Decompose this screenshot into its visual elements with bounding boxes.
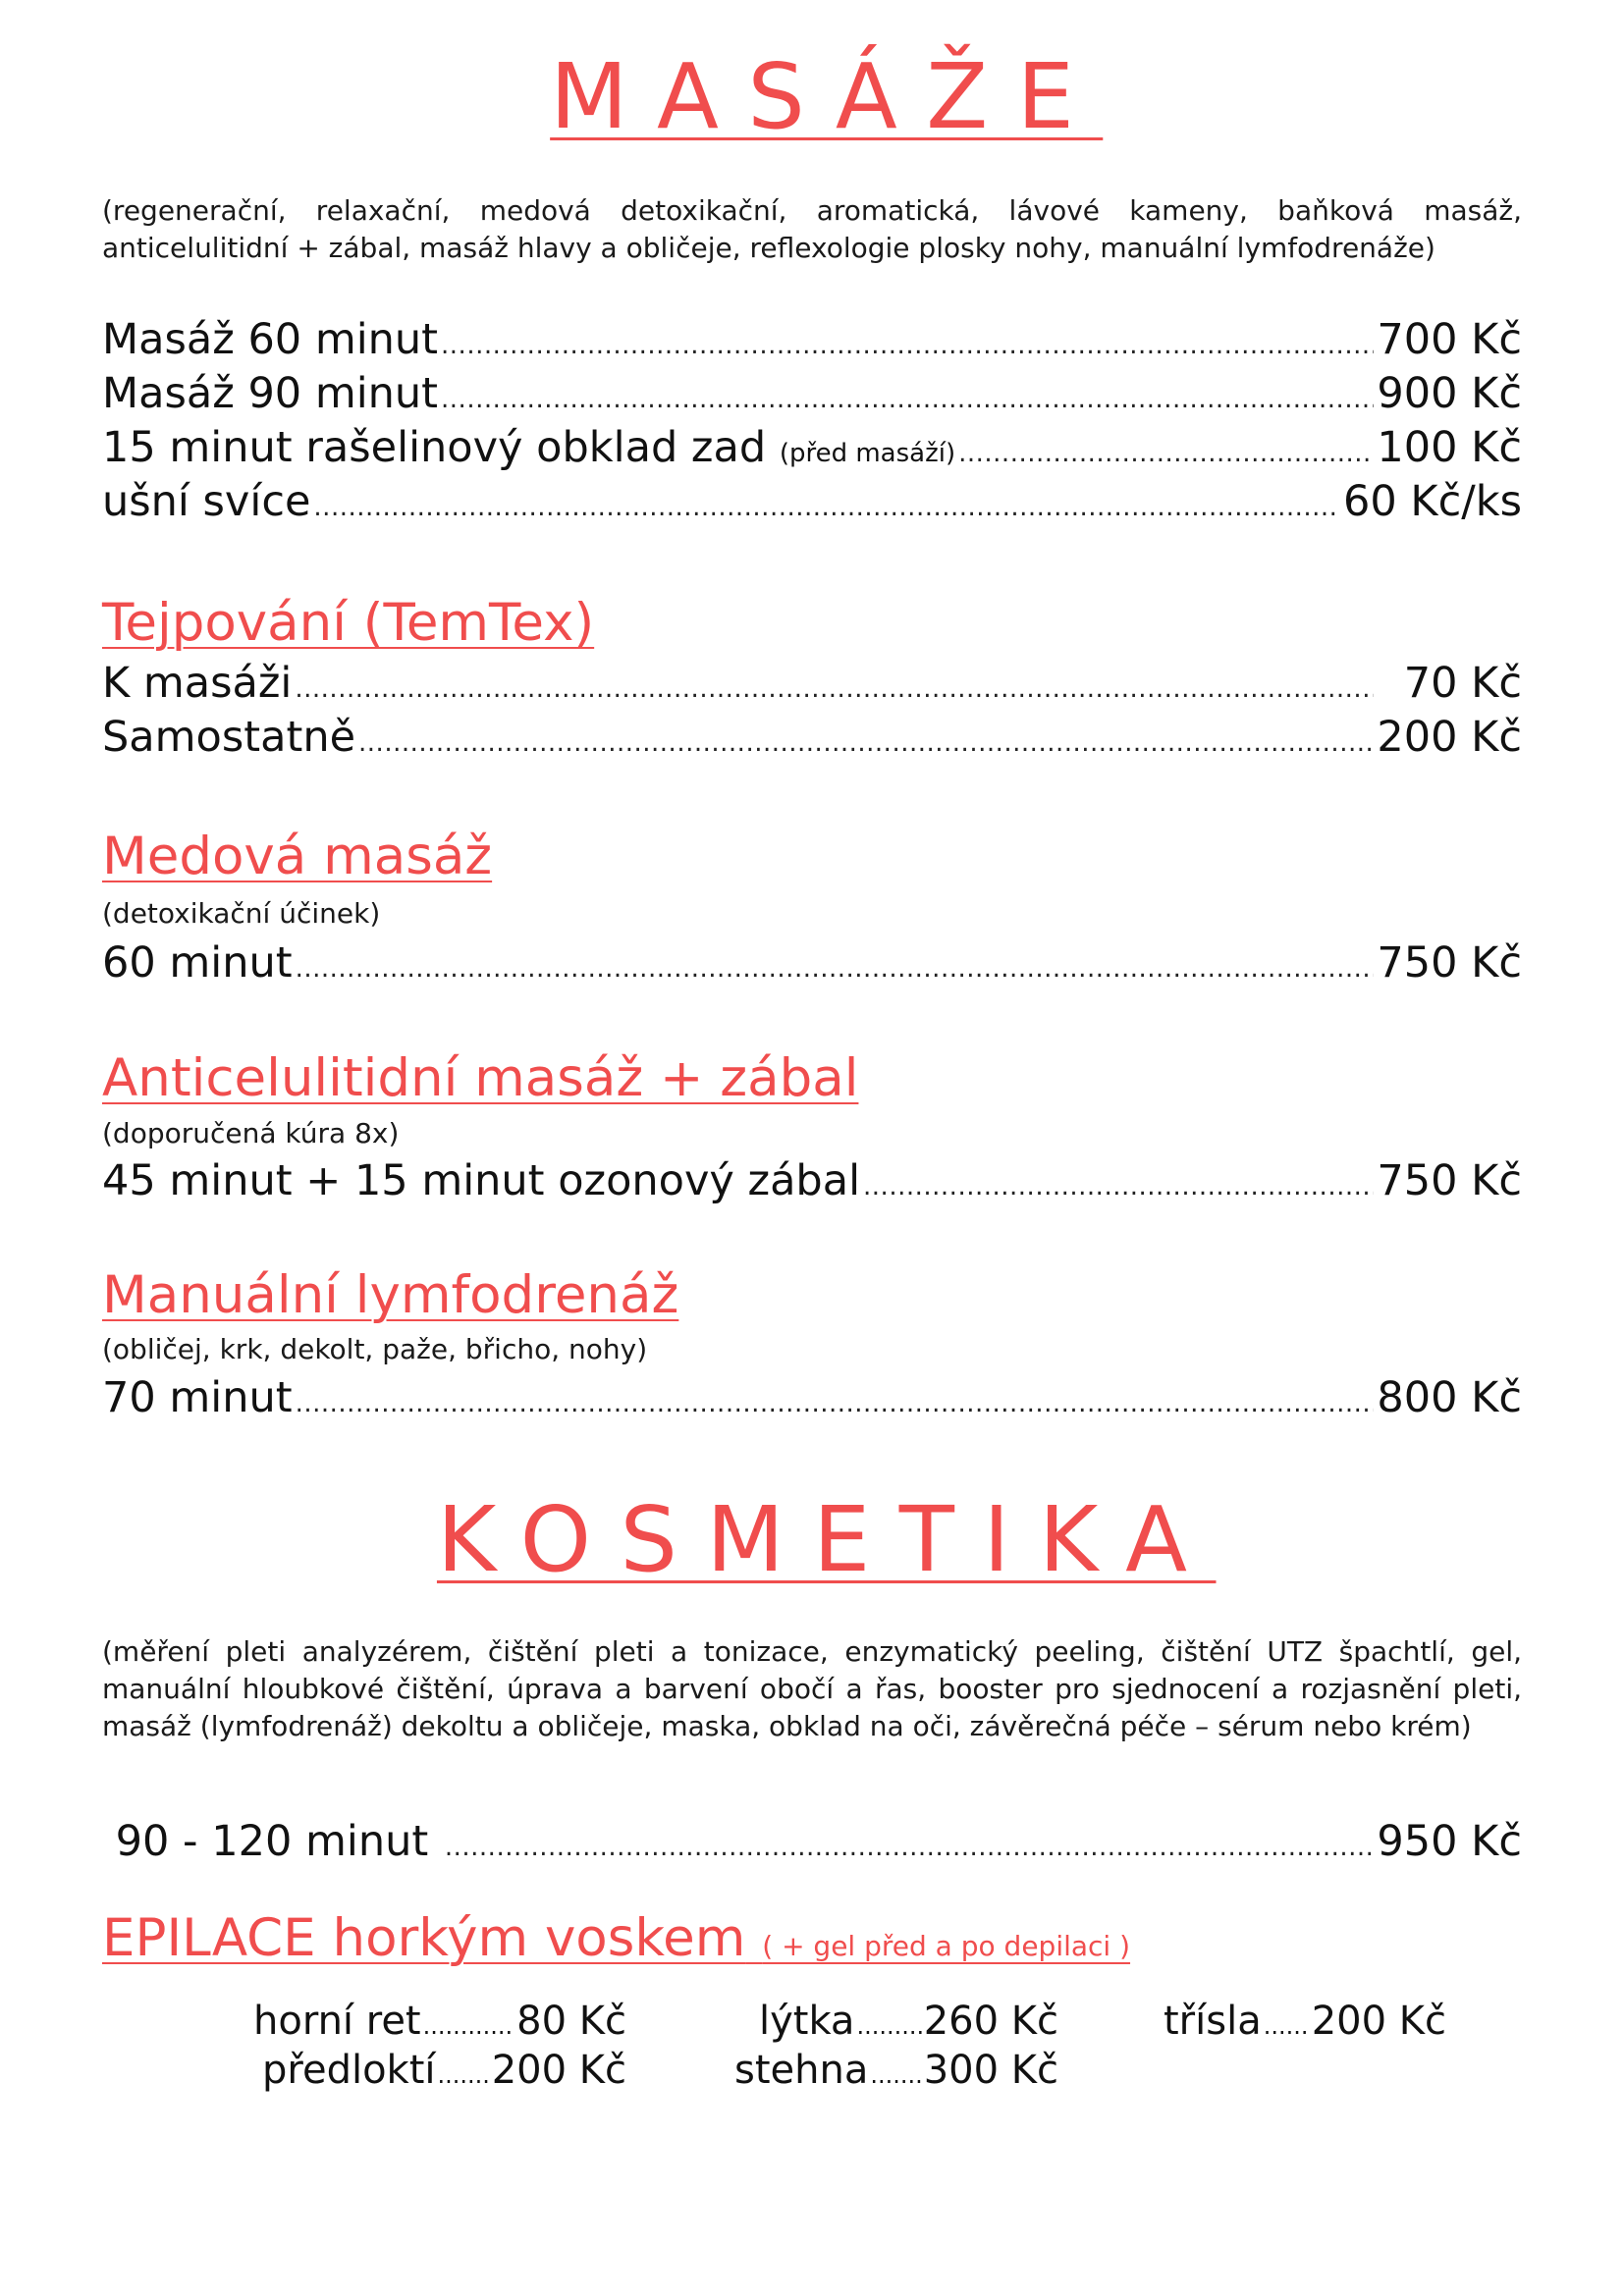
epilace-item-horni-ret: [253, 1998, 626, 2045]
item-price: 100 Kč: [1377, 423, 1522, 472]
leader-dots: [856, 2002, 921, 2050]
price-row-raselinovy-obklad: [102, 422, 1522, 473]
kosmetika-title: KOSMETIKA: [436, 1487, 1217, 1592]
leader-dots: [423, 2002, 515, 2050]
medova-note: (detoxikační účinek): [102, 897, 381, 930]
item-label: 45 minut + 15 minut ozonový zábal: [102, 1156, 861, 1205]
item-label: třísla: [1164, 1999, 1262, 2044]
item-label: K masáži: [102, 659, 293, 708]
item-price: 750 Kč: [1377, 1156, 1522, 1205]
tejpovani-heading: Tejpování (TemTex): [102, 593, 595, 653]
leader-dots: [296, 1378, 1375, 1429]
leader-dots: [958, 428, 1374, 479]
kosmetika-description: (měření pleti analyzérem, čištění pleti a tonizace, enzymatický peeling, čištění UTZ špachtlí, gel, manuální hloubkové čištění, úprava a barvení obočí a řas, booster pro sjednocení a rozjasnění pleti, masáž (lymfodrenáž) dekoltu a obličeje, maska, obklad na oči, závěrečná péče – sérum nebo krém): [102, 1635, 1522, 1742]
leader-dots: [313, 482, 1340, 533]
item-price: 200 Kč: [1311, 1999, 1446, 2044]
item-label: 60 minut: [102, 938, 293, 988]
price-row-usni-svice: [102, 476, 1522, 527]
medova-heading: Medová masáž: [102, 827, 493, 886]
item-label: 15 minut rašelinový obklad zad (před masáží): [102, 423, 956, 472]
item-price: 750 Kč: [1377, 938, 1522, 988]
leader-dots: [1264, 2002, 1310, 2050]
leader-dots: [358, 718, 1374, 769]
item-price: 200 Kč: [491, 2048, 626, 2093]
lymfodrenaz-note: (obličej, krk, dekolt, paže, břicho, nohy): [102, 1333, 648, 1365]
leader-dots: [863, 1161, 1374, 1212]
leader-dots: [295, 664, 1373, 715]
price-row-lymfodrenaz: [102, 1372, 1522, 1423]
item-price: 70 Kč: [1403, 659, 1522, 708]
leader-dots: [870, 2052, 921, 2099]
item-label: lýtka: [759, 1999, 855, 2044]
item-label: stehna: [734, 2048, 869, 2093]
epilace-item-lytka: [759, 1998, 1058, 2045]
anticelulitidni-note: (doporučená kúra 8x): [102, 1117, 400, 1149]
masaze-description: (regenerační, relaxační, medová detoxikační, aromatická, lávové kameny, baňková masáž, anticelulitidní + zábal, masáž hlavy a obličeje, reflexologie plosky nohy, manuální lymfodrenáže): [102, 194, 1522, 264]
leader-dots: [438, 2052, 490, 2099]
item-label: horní ret: [253, 1999, 421, 2044]
item-price: 60 Kč/ks: [1342, 477, 1522, 526]
epilace-heading: EPILACE horkým voskem ( + gel před a po depilaci ): [102, 1908, 1131, 1968]
item-price: 800 Kč: [1377, 1373, 1522, 1422]
item-price: 200 Kč: [1377, 713, 1522, 762]
item-price: 900 Kč: [1377, 369, 1522, 418]
item-label: ušní svíce: [102, 477, 311, 526]
epilace-note: ( + gel před a po depilaci ): [762, 1930, 1131, 1962]
item-label: 90 - 120 minut: [102, 1817, 442, 1866]
price-row-samostatne: [102, 712, 1522, 763]
epilace-item-trisla: [1164, 1998, 1446, 2045]
item-label: 70 minut: [102, 1373, 293, 1422]
price-row-masaz-60: [102, 314, 1522, 365]
epilace-item-stehna: [734, 2047, 1058, 2094]
anticelulitidni-heading: Anticelulitidní masáž + zábal: [102, 1048, 859, 1108]
price-row-k-masazi: [102, 658, 1522, 709]
item-price: 80 Kč: [516, 1999, 626, 2044]
item-label: Masáž 60 minut: [102, 315, 439, 364]
lymfodrenaz-heading: Manuální lymfodrenáž: [102, 1265, 679, 1325]
item-label: Masáž 90 minut: [102, 369, 439, 418]
item-price: 260 Kč: [923, 1999, 1058, 2044]
masaze-title: MASÁŽE: [550, 44, 1104, 149]
leader-dots: [296, 943, 1375, 994]
epilace-item-predlokti: [262, 2047, 626, 2094]
item-price: 700 Kč: [1377, 315, 1522, 364]
item-price: 300 Kč: [923, 2048, 1058, 2093]
leader-dots: [441, 374, 1374, 425]
price-row-medova-60: [102, 937, 1522, 988]
price-row-kosmetika: [102, 1816, 1522, 1867]
price-row-masaz-90: [102, 368, 1522, 419]
leader-dots: [445, 1822, 1375, 1873]
item-label: předloktí: [262, 2048, 436, 2093]
item-label: Samostatně: [102, 713, 356, 762]
item-note: (před masáží): [779, 439, 956, 468]
item-price: 950 Kč: [1377, 1817, 1522, 1866]
leader-dots: [441, 320, 1374, 371]
price-row-anticelulitidni: [102, 1155, 1522, 1206]
